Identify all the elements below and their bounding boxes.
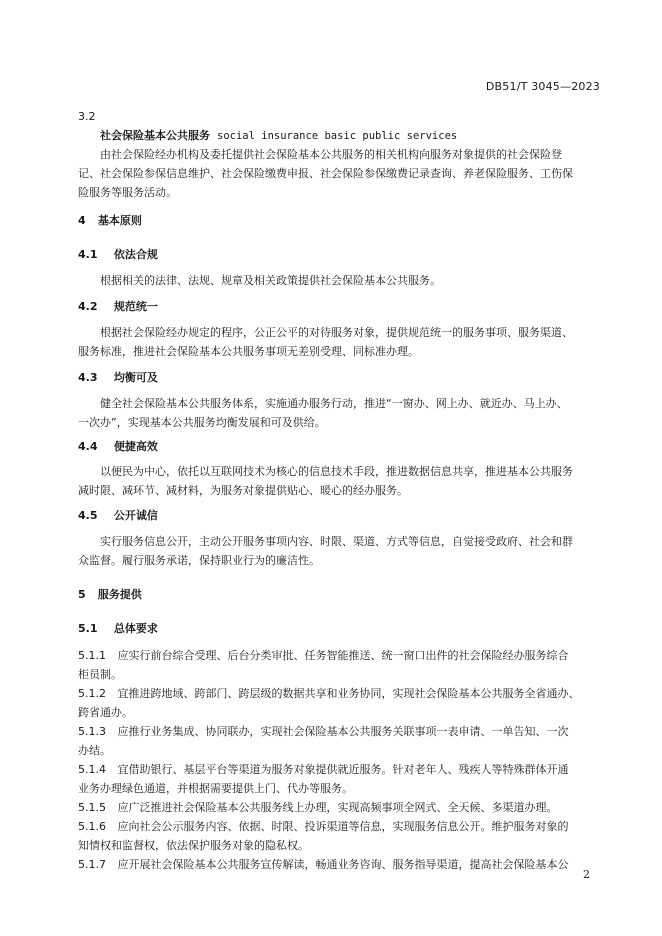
clause-5-1-1 [78, 646, 598, 684]
body-line: 实行服务信息公开，主动公开服务事项内容、时限、渠道、方式等信息，自觉接受政府、社会和群 [100, 535, 573, 548]
body-line: 根据社会保险经办规定的程序，公正公平的对待服务对象，提供规范统一的服务事项、服务渠道、 [100, 326, 573, 339]
body-line: 办结。 [78, 744, 111, 757]
clause-number: 4.1 [78, 248, 98, 261]
term-def-line: 险服务等服务活动。 [78, 186, 177, 199]
clause-heading-4-2 [78, 297, 598, 316]
clause-5-1-7 [78, 855, 598, 874]
term-def-line: 由社会保险经办机构及委托提供社会保险基本公共服务的相关机构向服务对象提供的社会保险登 [100, 148, 562, 161]
body-line: 业务办理绿色通道，并根据需要提供上门、代办等服务。 [78, 782, 353, 795]
clause-number: 4.5 [78, 509, 98, 522]
clause-title: 规范统一 [113, 300, 158, 313]
clause-heading-4-1 [78, 245, 598, 264]
body-line: 服务标准，推进社会保险基本公共服务事项无差别受理、同标准办理。 [78, 345, 419, 358]
clause-number: 5.1.7 [78, 858, 106, 871]
term-title-en: social insurance basic public services [217, 130, 458, 142]
clause-number: 5.1.3 [78, 725, 106, 738]
clause-heading-4-3 [78, 368, 598, 387]
section-4-heading [78, 211, 598, 230]
body-line: 健全社会保险基本公共服务体系，实施通办服务行动，推进“一窗办、网上办、就近办、马上办、 [100, 397, 568, 410]
term-def-line: 记、社会保险参保信息维护、社会保险缴费申报、社会保险参保缴费记录查询、养老保险服务、工伤保 [78, 167, 573, 180]
clause-5-1-4 [78, 760, 598, 798]
page-number: 2 [583, 868, 590, 881]
clause-title: 便捷高效 [113, 440, 158, 453]
clause-title: 均衡可及 [113, 371, 158, 384]
clause-number: 4.4 [78, 440, 98, 453]
clause-5-1-3 [78, 722, 598, 760]
term-number: 3.2 [78, 110, 96, 123]
clause-number: 5.1.1 [78, 649, 106, 662]
body-line: 应向社会公示服务内容、依据、时限、投诉渠道等信息，实现服务信息公开。维护服务对象的 [117, 820, 569, 833]
clause-number: 5.1 [78, 622, 98, 635]
term-definition [78, 145, 598, 202]
body-line: 应实行前台综合受理、后台分类审批、任务智能推送、统一窗口出件的社会保险经办服务综合 [117, 649, 569, 662]
clause-title: 公开诚信 [113, 509, 158, 522]
clause-number: 4.2 [78, 300, 98, 313]
body-line: 跨省通办。 [78, 706, 133, 719]
body-line: 宜推进跨地域、跨部门、跨层级的数据共享和业务协同，实现社会保险基本公共服务全省通办、 [117, 687, 580, 700]
clause-title: 依法合规 [113, 248, 158, 261]
body-line: 减时限、减环节、减材料，为服务对象提供贴心、暖心的经办服务。 [78, 484, 408, 497]
clause-5-1-5 [78, 798, 598, 817]
clause-heading-4-5 [78, 506, 598, 525]
body-line: 柜员制。 [78, 668, 122, 681]
clause-heading-4-4 [78, 437, 598, 456]
document-code-header: DB51/T 3045—2023 [485, 80, 600, 93]
clause-body-4-5 [78, 532, 598, 570]
clause-body-4-2 [78, 323, 598, 361]
clause-body-4-4 [78, 462, 598, 500]
body-line: 一次办”，实现基本公共服务均衡发展和可及供给。 [78, 416, 326, 429]
body-line: 宜借助银行、基层平台等渠道为服务对象提供就近服务。针对老年人、残疾人等特殊群体开通 [117, 763, 569, 776]
body-line: 以便民为中心，依托以互联网技术为核心的信息技术手段，推进数据信息共享，推进基本公共服务 [100, 465, 573, 478]
clause-5-1-6 [78, 817, 598, 855]
section-5-heading [78, 585, 598, 604]
clause-number: 5.1.2 [78, 687, 106, 700]
clause-title: 总体要求 [113, 622, 158, 635]
clause-number: 4.3 [78, 371, 98, 384]
body-line: 知情权和监督权，依法保护服务对象的隐私权。 [78, 839, 309, 852]
term-title-zh: 社会保险基本公共服务 [100, 129, 210, 142]
body-line: 应广泛推进社会保险基本公共服务线上办理，实现高频事项全网式、全天候、多渠道办理。 [117, 801, 558, 814]
clause-number: 5.1.6 [78, 820, 106, 833]
section-number: 4 [78, 214, 86, 227]
clause-number: 5.1.5 [78, 801, 106, 814]
term-title [100, 126, 620, 146]
clause-body-4-3 [78, 394, 598, 432]
clause-heading-5-1 [78, 619, 598, 638]
body-line: 应开展社会保险基本公共服务宣传解读，畅通业务咨询、服务指导渠道，提高社会保险基本公 [117, 858, 569, 871]
body-line: 众监督。履行服务承诺，保持职业行为的廉洁性。 [78, 554, 320, 567]
clause-number: 5.1.4 [78, 763, 106, 776]
body-line: 应推行业务集成、协同联办，实现社会保险基本公共服务关联事项一表申请、一单告知、一次 [117, 725, 569, 738]
body-line: 根据相关的法律、法规、规章及相关政策提供社会保险基本公共服务。 [100, 274, 441, 287]
section-title: 服务提供 [97, 588, 142, 601]
section-number: 5 [78, 588, 86, 601]
section-title: 基本原则 [97, 214, 142, 227]
clause-5-1-2 [78, 684, 598, 722]
clause-body-4-1 [78, 271, 598, 290]
